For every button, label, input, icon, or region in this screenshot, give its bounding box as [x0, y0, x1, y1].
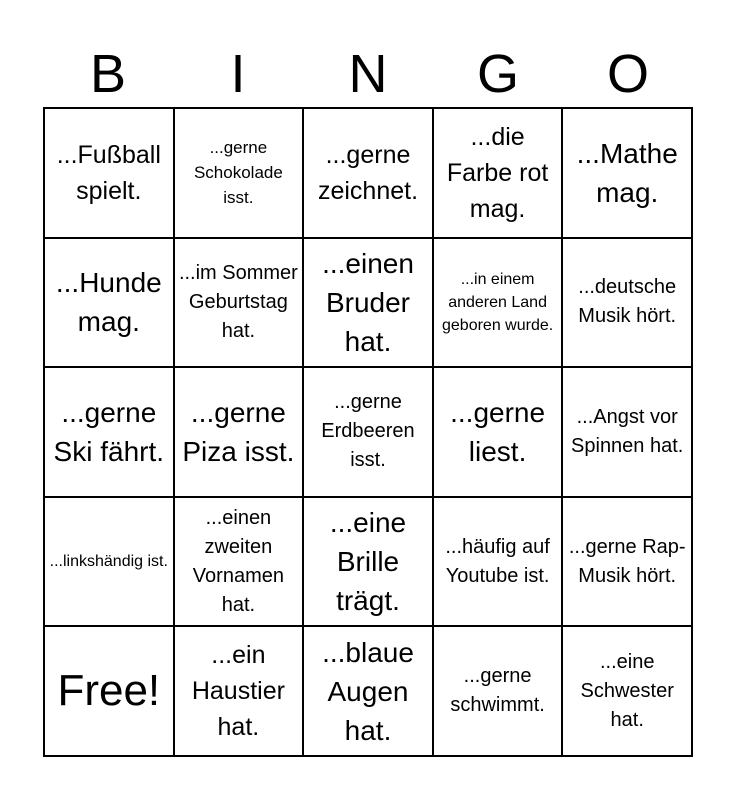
- bingo-cell[interactable]: [304, 239, 434, 369]
- bingo-cell[interactable]: [175, 627, 305, 757]
- bingo-cell[interactable]: [175, 498, 305, 628]
- bingo-cell[interactable]: [45, 239, 175, 369]
- cell-label: ...eine Schwester hat.: [580, 650, 674, 731]
- bingo-cell[interactable]: [563, 109, 693, 239]
- cell-label: ...deutsche Musik hört.: [578, 276, 677, 328]
- cell-label: ...häufig auf Youtube ist.: [445, 535, 550, 587]
- header-letter-g: G: [476, 44, 519, 104]
- cell-label: ...Fußball spielt.: [56, 140, 161, 205]
- bingo-cell[interactable]: [434, 498, 564, 628]
- cell-label: ...einen zweiten Vornamen hat.: [192, 506, 284, 616]
- bingo-cell[interactable]: [563, 498, 693, 628]
- cell-label: ...eine Brille trägt.: [329, 507, 407, 617]
- bingo-cell[interactable]: [304, 368, 434, 498]
- cell-label: ...linkshändig ist.: [49, 553, 168, 571]
- cell-label: ...blaue Augen hat.: [322, 636, 414, 746]
- bingo-grid: [43, 107, 693, 757]
- bingo-cell[interactable]: [304, 498, 434, 628]
- bingo-cell[interactable]: [304, 627, 434, 757]
- header-letter-i: I: [230, 44, 246, 104]
- cell-label: ...gerne Piza isst.: [182, 396, 295, 467]
- bingo-cell[interactable]: [304, 109, 434, 239]
- cell-label: ...in einem anderen Land geboren wurde.: [442, 270, 554, 334]
- free-label: Free!: [57, 666, 161, 716]
- bingo-cell[interactable]: [175, 109, 305, 239]
- cell-label: ...gerne Ski fährt.: [53, 396, 165, 467]
- bingo-cell[interactable]: [175, 239, 305, 369]
- free-cell[interactable]: [45, 627, 175, 757]
- bingo-cell[interactable]: [175, 368, 305, 498]
- bingo-cell[interactable]: [563, 368, 693, 498]
- bingo-cell[interactable]: [434, 109, 564, 239]
- cell-label: ...Mathe mag.: [576, 137, 678, 208]
- cell-label: ...gerne liest.: [450, 396, 546, 467]
- bingo-cell[interactable]: [434, 368, 564, 498]
- cell-label: ...gerne Erdbeeren isst.: [321, 391, 415, 472]
- bingo-cell[interactable]: [45, 368, 175, 498]
- header-letter-o: O: [606, 44, 649, 104]
- cell-label: ...gerne schwimmt.: [450, 665, 545, 717]
- cell-label: ...gerne Schokolade isst.: [193, 138, 283, 208]
- cell-label: ...Hunde mag.: [55, 267, 162, 338]
- cell-label: ...die Farbe rot mag.: [446, 122, 549, 223]
- cell-label: ...gerne zeichnet.: [317, 140, 419, 205]
- bingo-header: [43, 42, 693, 106]
- cell-label: ...einen Bruder hat.: [322, 247, 414, 357]
- bingo-cell[interactable]: [434, 627, 564, 757]
- cell-label: ...im Sommer Geburtstag hat.: [178, 261, 298, 342]
- header-letter-n: N: [348, 44, 388, 104]
- cell-label: ...Angst vor Spinnen hat.: [571, 405, 684, 457]
- cell-label: ...ein Haustier hat.: [191, 641, 285, 742]
- cell-label: ...gerne Rap-Musik hört.: [568, 535, 686, 587]
- bingo-cell[interactable]: [434, 239, 564, 369]
- bingo-cell[interactable]: [563, 239, 693, 369]
- header-letter-b: B: [89, 44, 127, 104]
- bingo-cell[interactable]: [45, 498, 175, 628]
- bingo-cell[interactable]: [563, 627, 693, 757]
- bingo-cell[interactable]: [45, 109, 175, 239]
